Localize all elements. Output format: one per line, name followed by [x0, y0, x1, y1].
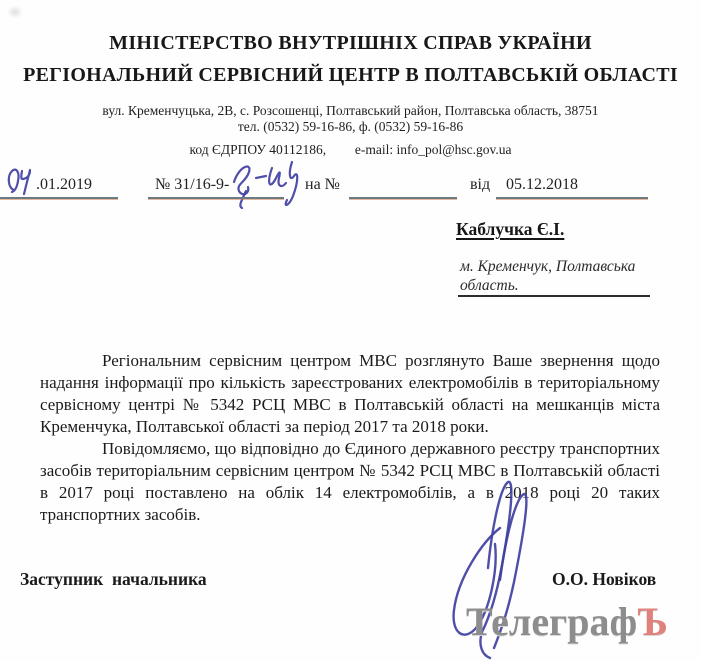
signer-name: О.О. Новіков	[552, 569, 657, 589]
date-underline	[0, 197, 118, 199]
scan-smudge	[10, 8, 20, 16]
watermark-accent-letter: Ъ	[637, 599, 668, 644]
watermark-main-text: Телеграф	[466, 599, 638, 644]
phone-fax-line: тел. (0532) 59-16-86, ф. (0532) 59-16-86	[237, 119, 464, 134]
recipient-underline	[458, 295, 650, 297]
ministry-title: МІНІСТЕРСТВО ВНУТРІШНІХ СПРАВ УКРАЇНИ	[109, 32, 592, 54]
email-address: e-mail: info_pol@hsc.gov.ua	[354, 142, 512, 157]
body-paragraph-1: Регіональним сервісним центром МВС розглянуто Ваше звернення щодо надання інформації про кількість зареєстрованих електромобілів в територіальному сервісному центрі № 5342 РСЦ МВС в Полтавській області на мешканців міста Кременчука, Полтавської області за період 2017 та 2018 роки.	[40, 351, 660, 436]
doc-number-underline	[148, 197, 284, 199]
telegraf-watermark	[466, 599, 668, 644]
signer-position-title: Заступник начальника	[20, 569, 207, 589]
edrpou-email-line	[0, 142, 701, 158]
from-date: 05.12.2018	[506, 176, 578, 193]
reply-to-underline	[349, 197, 457, 199]
letter-body	[40, 350, 660, 526]
edrpou-code: код ЄДРПОУ 40112186,	[189, 142, 327, 157]
recipient-name: Каблучка Є.І.	[456, 219, 565, 239]
handwritten-day-ink	[2, 164, 36, 198]
body-paragraph-2: Повідомляємо, що відповідно до Єдиного державного реєстру транспортних засобів територіальним сервісним центром № 5342 РСЦ МВС в Полтавській області в 2017 році поставлено на облік 14 електромобілів, а в 2018 році 20 таких транспортних засобів.	[40, 439, 660, 524]
street-address-line: вул. Кременчуцька, 2В, с. Розсошенці, Полтавський район, Полтавська область, 38751	[102, 103, 599, 118]
service-center-title: РЕГІОНАЛЬНИЙ СЕРВІСНИЙ ЦЕНТР В ПОЛТАВСЬКІЙ ОБЛАСТІ	[23, 64, 678, 86]
recipient-address-line1: м. Кременчук, Полтавська	[460, 258, 636, 275]
handwritten-doc-number-ink	[226, 154, 304, 212]
recipient-address	[460, 257, 675, 295]
doc-number-prefix: № 31/16-9-	[155, 176, 230, 193]
from-label: від	[470, 176, 491, 193]
recipient-address-line2: область.	[460, 277, 519, 294]
from-date-underline	[496, 197, 648, 199]
reply-to-label: на №	[305, 176, 340, 193]
printed-month-year: .01.2019	[36, 176, 92, 193]
